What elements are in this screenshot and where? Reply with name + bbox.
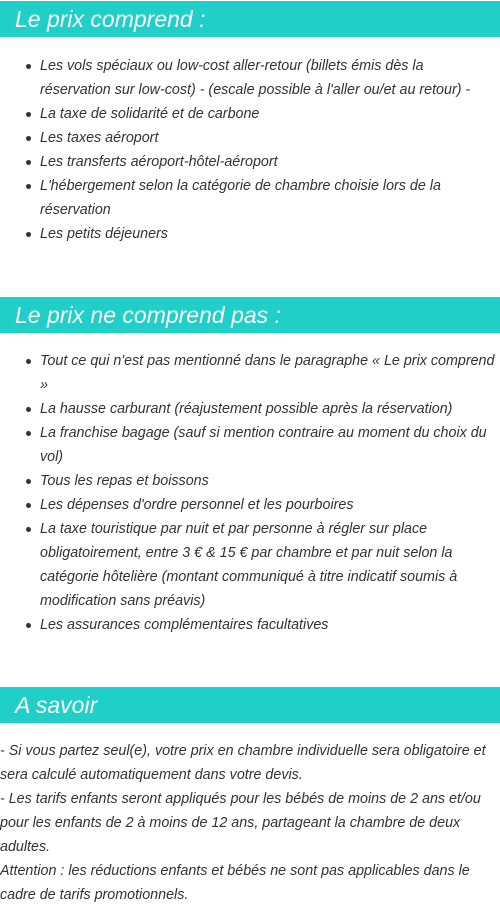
included-section xyxy=(0,0,500,246)
excluded-list xyxy=(0,349,500,637)
list-item: Les transferts aéroport-hôtel-aéroport xyxy=(0,150,500,174)
excluded-heading: Le prix ne comprend pas : xyxy=(0,297,500,333)
list-item: Tous les repas et boissons xyxy=(0,469,500,493)
list-item: Les dépenses d'ordre personnel et les pourboires xyxy=(0,493,500,517)
info-paragraph: Attention : les réductions enfants et bébés ne sont pas applicables dans le cadre de tarifs promotionnels. xyxy=(0,863,470,903)
list-item: Les petits déjeuners xyxy=(0,222,500,246)
list-item: Tout ce qui n'est pas mentionné dans le paragraphe « Le prix comprend » xyxy=(0,349,500,397)
info-paragraph: - Les tarifs enfants seront appliqués pour les bébés de moins de 2 ans et/ou pour les enfants de 2 à moins de 12 ans, partageant la chambre de deux adultes. xyxy=(0,791,481,855)
list-item: La taxe touristique par nuit et par personne à régler sur place obligatoirement, entre 3 € & 15 € par chambre et par nuit selon la catégorie hôtelière (montant communiqué à titre indicatif soumis à modification sans préavis) xyxy=(0,517,500,613)
list-item: Les taxes aéroport xyxy=(0,126,500,150)
list-item: L'hébergement selon la catégorie de chambre choisie lors de la réservation xyxy=(0,174,500,222)
info-paragraph: - Si vous partez seul(e), votre prix en chambre individuelle sera obligatoire et sera calculé automatiquement dans votre devis. xyxy=(0,743,486,783)
included-heading: Le prix comprend : xyxy=(0,1,500,37)
info-section xyxy=(0,687,500,907)
included-list xyxy=(0,54,500,246)
list-item: La franchise bagage (sauf si mention contraire au moment du choix du vol) xyxy=(0,421,500,469)
info-heading: A savoir xyxy=(0,687,500,723)
list-item: La taxe de solidarité et de carbone xyxy=(0,102,500,126)
info-notes xyxy=(0,739,500,907)
list-item: La hausse carburant (réajustement possible après la réservation) xyxy=(0,397,500,421)
list-item: Les vols spéciaux ou low-cost aller-retour (billets émis dès la réservation sur low-cost) - (escale possible à l'aller ou/et au retour) - xyxy=(0,54,500,102)
list-item: Les assurances complémentaires facultatives xyxy=(0,613,500,637)
excluded-section xyxy=(0,297,500,637)
